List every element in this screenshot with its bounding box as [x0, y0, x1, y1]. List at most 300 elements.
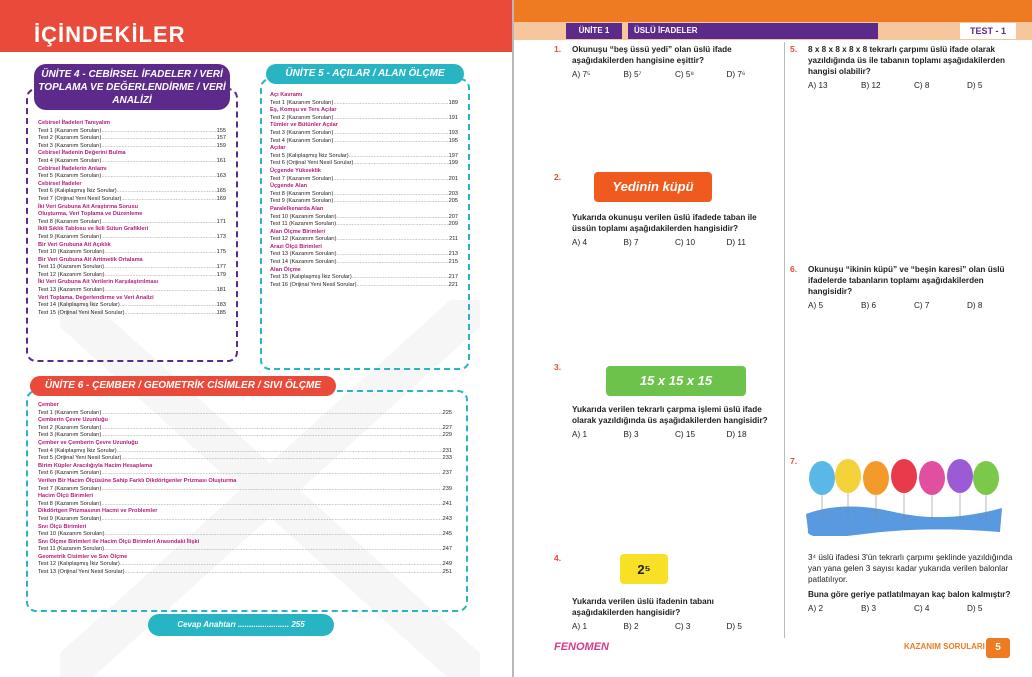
q4-option-d[interactable]: D) 5: [726, 622, 742, 631]
question-6: [808, 264, 1020, 311]
toc-page-number: 217: [448, 274, 458, 281]
toc-page-number: 245: [442, 531, 452, 538]
toc-entry-label: Test 14 (Kalıplaşmış İkiz Sorular): [38, 302, 120, 309]
toc-entry-label: Test 10 (Kazanım Soruları): [38, 531, 105, 538]
section-heading: [38, 242, 226, 250]
toc-entry-label: Test 13 (Kazanım Soruları): [270, 251, 337, 258]
toc-entry[interactable]: [38, 302, 226, 310]
toc-leader-dots: [336, 221, 449, 229]
q1-option-a[interactable]: A) 7⁵: [572, 70, 591, 79]
toc-page-number: 199: [448, 160, 458, 167]
toc-leader-dots: [101, 234, 216, 242]
toc-entry-label: Bir Veri Grubuna Ait Açıklık: [38, 241, 111, 248]
toc-entry-label: Test 11 (Kazanım Soruları): [38, 264, 105, 271]
q2-text: Yukarıda okunuşu verilen üslü ifadede taban ile üssün toplamı aşağıdakilerden hangisidir?: [572, 213, 757, 233]
footer-section-label: KAZANIM SORULARI: [904, 642, 985, 651]
toc-entry-label: Test 2 (Kazanım Soruları): [38, 424, 102, 431]
toc-page-number: 173: [216, 233, 226, 240]
toc-entry[interactable]: [38, 249, 226, 257]
q2-option-b[interactable]: B) 7: [623, 238, 639, 247]
toc-page-number: 215: [448, 259, 458, 266]
toc-page-number: 197: [448, 152, 458, 159]
q5-option-d[interactable]: D) 5: [967, 81, 983, 90]
q7-option-c[interactable]: C) 4: [914, 604, 930, 613]
toc-leader-dots: [121, 455, 442, 463]
toc-leader-dots: [337, 259, 449, 267]
q6-options: [808, 300, 1020, 311]
toc-entry[interactable]: [38, 310, 226, 318]
toc-entry[interactable]: [38, 470, 452, 478]
q4-options: [572, 621, 778, 632]
section-heading: [38, 463, 452, 471]
balloons-image: [804, 456, 1004, 536]
unit-label: ÜNİTE 1: [566, 23, 622, 39]
section-heading: [38, 539, 452, 547]
toc-page-number: 243: [442, 515, 452, 522]
toc-entry-label: Alan Ölçme: [270, 266, 301, 273]
toc-entry[interactable]: [270, 138, 458, 146]
toc-leader-dots: [333, 130, 448, 138]
toc-entry[interactable]: [38, 264, 226, 272]
toc-page-number: 157: [216, 135, 226, 142]
column-divider: [784, 42, 785, 638]
q5-option-c[interactable]: C) 8: [914, 81, 930, 90]
toc-entry-label: Test 16 (Orijinal Yeni Nesil Sorular): [270, 281, 357, 288]
toc-entry[interactable]: [38, 234, 226, 242]
toc-entry-label: Test 3 (Kazanım Soruları): [38, 432, 102, 439]
toc-entry-label: Test 11 (Kazanım Soruları): [38, 546, 105, 553]
section-heading: [38, 279, 226, 287]
toc-leader-dots: [333, 100, 448, 108]
toc-entry-label: Çember: [38, 402, 59, 408]
section-heading: [270, 107, 458, 115]
q3-option-c[interactable]: C) 15: [675, 430, 696, 439]
section-heading: [38, 524, 452, 532]
toc-entry-label: İki Veri Grubuna Ait Verilerin Karşılaştırılması: [38, 279, 159, 286]
toc-leader-dots: [101, 128, 216, 136]
toc-page-number: 213: [448, 251, 458, 258]
toc-leader-dots: [121, 196, 216, 204]
toc-entry[interactable]: [38, 173, 226, 181]
toc-leader-dots: [333, 176, 448, 184]
q4-badge: 2⁵: [620, 554, 668, 584]
toc-entry-label: Arazi Ölçü Birimleri: [270, 243, 322, 250]
toc-leader-dots: [101, 135, 216, 143]
q7-number: 7.: [790, 456, 798, 466]
toc-entry-label: Eş, Komşu ve Ters Açılar: [270, 107, 337, 114]
toc-entry-label: Test 1 (Kazanım Soruları): [38, 409, 102, 416]
toc-leader-dots: [120, 561, 443, 569]
toc-entry-label: Oluşturma, Veri Toplama ve Düzenleme: [38, 211, 143, 218]
section-heading: [38, 257, 226, 265]
question-3: [572, 404, 778, 440]
toc-leader-dots: [337, 251, 449, 259]
q5-options: [808, 80, 1020, 91]
toc-entry-label: Verilen Bir Hacim Ölçüsüne Sahip Farklı Dikdörtgenler Prizması Oluşturma: [38, 477, 237, 484]
toc-entry-label: Tümler ve Bütünler Açılar: [270, 122, 338, 129]
q1-option-c[interactable]: C) 5⁸: [675, 70, 694, 79]
q7-option-b[interactable]: B) 3: [861, 604, 877, 613]
toc-page-number: 163: [216, 173, 226, 180]
q6-number: 6.: [790, 264, 798, 274]
toc-entry-label: Bir Veri Grubuna Ait Aritmetik Ortalama: [38, 256, 143, 263]
toc-entry-label: Çemberin Çevre Uzunluğu: [38, 417, 108, 424]
toc-entry-label: Test 11 (Kazanım Soruları): [270, 221, 337, 228]
q6-option-d[interactable]: D) 8: [967, 301, 983, 310]
toc-leader-dots: [333, 138, 448, 146]
toc-page-number: 247: [442, 546, 452, 553]
answer-key-link[interactable]: [148, 614, 334, 636]
toc-leader-dots: [124, 310, 216, 318]
toc-page-number: 241: [442, 500, 452, 507]
question-4: [572, 596, 778, 632]
toc-entry-label: Test 12 (Kalıplaşmış İkiz Sorular): [38, 561, 120, 568]
toc-entry[interactable]: [38, 561, 452, 569]
toc-page-number: 159: [216, 142, 226, 149]
toc-leader-dots: [101, 158, 216, 166]
q1-option-d[interactable]: D) 7⁶: [726, 70, 746, 79]
answer-key-page: 255: [291, 620, 305, 629]
toc-entry[interactable]: [270, 160, 458, 168]
toc-leader-dots: [333, 191, 448, 199]
toc-leader-dots: [101, 432, 442, 440]
toc-page-number: 183: [216, 302, 226, 309]
toc-entry-label: Veri Toplama, Değerlendirme ve Veri Analizi: [38, 294, 154, 301]
toc-entry-label: Test 10 (Kazanım Soruları): [270, 213, 337, 220]
toc-entry-label: Test 6 (Orijinal Yeni Nesil Sorular): [270, 160, 354, 167]
toc-entry-label: Test 8 (Kazanım Soruları): [38, 218, 102, 225]
toc-page-number: 161: [216, 157, 226, 164]
section-heading: [270, 122, 458, 130]
toc-entry[interactable]: [270, 100, 458, 108]
unit4-heading: ÜNİTE 4 - CEBİRSEL İFADELER / VERİ TOPLAMA VE DEĞERLENDİRME / VERİ ANALİZİ: [34, 64, 230, 110]
toc-page-number: 203: [448, 190, 458, 197]
toc-entry-label: Test 5 (Kazanım Soruları): [38, 173, 102, 180]
question-2: [572, 212, 778, 248]
toc-entry-label: Birim Küpler Aracılığıyla Hacim Hesaplama: [38, 462, 153, 469]
q7-option-a[interactable]: A) 2: [808, 604, 824, 613]
toc-leader-dots: [333, 115, 448, 123]
toc-page-number: 221: [448, 281, 458, 288]
toc-leader-dots: [120, 302, 217, 310]
toc-leader-dots: [353, 160, 448, 168]
q3-option-d[interactable]: D) 18: [726, 430, 747, 439]
toc-entry[interactable]: [38, 196, 226, 204]
toc-entry-label: Sıvı Ölçü Birimleri: [38, 523, 87, 530]
toc-entry[interactable]: [38, 569, 452, 577]
q7-text: 3⁴ üslü ifadesi 3'ün tekrarlı çarpımı şeklinde yazıldığında yan yana gelen 3 sayısı kadar yukarıda verilen balonlar patlatılıyor.: [808, 553, 1013, 584]
toc-page-number: 179: [216, 271, 226, 278]
toc-leader-dots: [117, 188, 217, 196]
toc-entry-label: Test 6 (Kazanım Soruları): [38, 470, 102, 477]
section-heading: [270, 168, 458, 176]
toc-entry-label: Test 3 (Kazanım Soruları): [38, 142, 102, 149]
toc-page-number: 233: [442, 455, 452, 462]
q4-text: Yukarıda verilen üslü ifadenin tabanı aşağıdakilerden hangisidir?: [572, 597, 714, 617]
toc-entry[interactable]: [38, 287, 226, 295]
q4-option-c[interactable]: C) 3: [675, 622, 691, 631]
section-heading: [270, 92, 458, 100]
q5-option-a[interactable]: A) 13: [808, 81, 828, 90]
toc-entry[interactable]: [38, 425, 452, 433]
toc-leader-dots: [101, 173, 216, 181]
toc-entry-label: Test 7 (Kazanım Soruları): [270, 175, 334, 182]
toc-entry-label: Test 7 (Kazanım Soruları): [38, 485, 102, 492]
toc-page-number: 239: [442, 485, 452, 492]
toc-leader-dots: [101, 470, 442, 478]
q5-number: 5.: [790, 44, 798, 54]
toc-entry[interactable]: [38, 448, 452, 456]
toc-entry-label: Test 8 (Kazanım Soruları): [38, 500, 102, 507]
toc-entry[interactable]: [38, 128, 226, 136]
toc-entry-label: Çember ve Çemberin Çevre Uzunluğu: [38, 439, 139, 446]
section-heading: [38, 226, 226, 234]
toc-entry[interactable]: [270, 115, 458, 123]
toc-page-number: 251: [442, 569, 452, 576]
toc-entry-label: Test 12 (Kazanım Soruları): [38, 271, 105, 278]
q7-options: [808, 603, 1020, 614]
toc-entry-label: Üçgende Yükseklik: [270, 167, 321, 174]
unit5-heading: ÜNİTE 5 - AÇILAR / ALAN ÖLÇME: [266, 64, 464, 84]
toc-entry[interactable]: [38, 486, 452, 494]
section-heading: [38, 120, 226, 128]
toc-entry-label: Cebirsel İfadeler: [38, 180, 82, 187]
toc-entry[interactable]: [270, 282, 458, 290]
section-heading: [38, 440, 452, 448]
toc-entry-label: Cebirsel İfadelerin Anlamı: [38, 165, 107, 172]
section-heading: [38, 508, 452, 516]
toc-entry-label: Test 2 (Kazanım Soruları): [38, 135, 102, 142]
toc-entry[interactable]: [270, 274, 458, 282]
unit6-list: [38, 402, 452, 577]
q3-option-b[interactable]: B) 3: [623, 430, 639, 439]
toc-page-number: 229: [442, 432, 452, 439]
toc-page-number: 177: [216, 264, 226, 271]
toc-entry[interactable]: [270, 198, 458, 206]
toc-entry[interactable]: [38, 432, 452, 440]
contents-title-bar: [0, 0, 512, 52]
q2-option-c[interactable]: C) 10: [675, 238, 696, 247]
toc-page-number: 175: [216, 249, 226, 256]
section-heading: [38, 166, 226, 174]
contents-page: [0, 0, 512, 677]
toc-entry[interactable]: [270, 251, 458, 259]
toc-entry[interactable]: [270, 191, 458, 199]
q4-option-b[interactable]: B) 2: [623, 622, 639, 631]
toc-leader-dots: [124, 569, 442, 577]
toc-page-number: 195: [448, 137, 458, 144]
q4-option-a[interactable]: A) 1: [572, 622, 588, 631]
toc-page-number: 191: [448, 114, 458, 121]
publisher-logo: FENOMEN: [554, 641, 609, 653]
section-heading: [270, 206, 458, 214]
toc-entry-label: Test 3 (Kazanım Soruları): [270, 129, 334, 136]
toc-leader-dots: [337, 214, 449, 222]
section-heading: [270, 183, 458, 191]
toc-entry[interactable]: [38, 135, 226, 143]
toc-entry-label: Test 4 (Kazanım Soruları): [270, 137, 334, 144]
toc-leader-dots: [104, 546, 443, 554]
section-heading: [38, 150, 226, 158]
toc-page-number: 207: [448, 213, 458, 220]
toc-entry-label: Test 13 (Orijinal Yeni Nesil Sorular): [38, 569, 125, 576]
q3-option-a[interactable]: A) 1: [572, 430, 588, 439]
toc-leader-dots: [105, 531, 443, 539]
toc-entry-label: Test 10 (Kazanım Soruları): [38, 249, 105, 256]
q2-badge: Yedinin küpü: [594, 172, 712, 202]
toc-entry-label: Test 9 (Kazanım Soruları): [270, 198, 334, 205]
toc-page-number: 155: [216, 127, 226, 134]
toc-entry-label: Test 5 (Orijinal Yeni Nesil Sorular): [38, 455, 122, 462]
question-1: [572, 44, 778, 80]
test-label: TEST - 1: [960, 23, 1016, 39]
toc-entry[interactable]: [270, 214, 458, 222]
toc-entry[interactable]: [38, 531, 452, 539]
toc-leader-dots: [101, 486, 442, 494]
toc-entry-label: Cebirsel İfadenin Değerini Bulma: [38, 150, 126, 157]
toc-entry-label: Sıvı Ölçme Birimleri ile Hacim Ölçü Birimleri Arasındaki İlişki: [38, 538, 200, 545]
toc-leader-dots: [337, 236, 450, 244]
toc-entry-label: Test 9 (Kazanım Soruları): [38, 233, 102, 240]
q1-option-b[interactable]: B) 5⁷: [623, 70, 642, 79]
toc-page-number: 227: [442, 424, 452, 431]
q6-option-a[interactable]: A) 5: [808, 301, 824, 310]
toc-entry-label: Açı Kavramı: [270, 92, 303, 98]
q5-option-b[interactable]: B) 12: [861, 81, 881, 90]
toc-entry[interactable]: [270, 130, 458, 138]
toc-page-number: 205: [448, 198, 458, 205]
page-number: 5: [986, 638, 1010, 658]
toc-leader-dots: [101, 410, 442, 418]
toc-entry[interactable]: [38, 546, 452, 554]
section-heading: [38, 478, 452, 486]
q4-number: 4.: [554, 553, 562, 563]
question-5: [808, 44, 1020, 91]
toc-entry-label: Test 13 (Kazanım Soruları): [38, 287, 105, 294]
unit6-heading: ÜNİTE 6 - ÇEMBER / GEOMETRİK CİSİMLER / SIVI ÖLÇME: [30, 376, 336, 396]
toc-page-number: 209: [448, 221, 458, 228]
section-heading: [38, 493, 452, 501]
toc-entry-label: Açılar: [270, 145, 286, 152]
toc-entry-label: Test 14 (Kazanım Soruları): [270, 259, 337, 266]
toc-leader-dots: [349, 153, 449, 161]
toc-entry[interactable]: [38, 501, 452, 509]
toc-leader-dots: [105, 249, 217, 257]
toc-page-number: 171: [216, 218, 226, 225]
toc-entry-label: Test 7 (Orijinal Yeni Nesil Sorular): [38, 195, 122, 202]
q6-text: Okunuşu “ikinin küpü” ve “beşin karesi” olan üslü ifadelerde tabanların toplamı aşağıdakilerden hangisidir?: [808, 265, 1005, 296]
toc-entry-label: İkili Sıklık Tablosu ve İkili Sütun Grafikleri: [38, 226, 149, 233]
toc-entry-label: Üçgende Alan: [270, 183, 308, 190]
toc-page-number: 185: [216, 309, 226, 316]
q1-number: 1.: [554, 44, 562, 54]
toc-leader-dots: [352, 274, 449, 282]
toc-entry-label: Test 15 (Orijinal Yeni Nesil Sorular): [38, 309, 125, 316]
toc-page-number: 181: [216, 287, 226, 294]
toc-entry-label: Test 4 (Kalıplaşmış İkiz Sorular): [38, 447, 117, 454]
toc-entry-label: Test 12 (Kazanım Soruları): [270, 236, 337, 243]
q3-badge: 15 x 15 x 15: [606, 366, 746, 396]
toc-entry-label: Test 9 (Kazanım Soruları): [38, 515, 102, 522]
q3-text: Yukarıda verilen tekrarlı çarpma işlemi üslü ifade olarak yazıldığında üs aşağıdakilerden hangisidir?: [572, 405, 768, 425]
q3-number: 3.: [554, 362, 562, 372]
toc-entry-label: Cebirsel İfadeleri Tanıyalım: [38, 120, 111, 126]
toc-entry-label: Paralelkenarda Alan: [270, 205, 324, 212]
toc-entry[interactable]: [270, 259, 458, 267]
toc-leader-dots: [105, 287, 217, 295]
toc-entry-label: Test 1 (Kazanım Soruları): [38, 127, 102, 134]
toc-page-number: 193: [448, 129, 458, 136]
toc-page-number: 249: [442, 561, 452, 568]
q7-option-d[interactable]: D) 5: [967, 604, 983, 613]
q2-option-d[interactable]: D) 11: [726, 238, 746, 247]
toc-entry-label: Test 4 (Kazanım Soruları): [38, 157, 102, 164]
q6-option-b[interactable]: B) 6: [861, 301, 877, 310]
toc-entry[interactable]: [38, 516, 452, 524]
q3-options: [572, 429, 778, 440]
toc-entry-label: Test 2 (Kazanım Soruları): [270, 114, 334, 121]
toc-entry[interactable]: [270, 236, 458, 244]
section-heading: [38, 417, 452, 425]
q6-option-c[interactable]: C) 7: [914, 301, 930, 310]
question-7: [808, 552, 1020, 614]
answer-key-dots: .......................: [237, 620, 290, 629]
toc-leader-dots: [101, 516, 442, 524]
toc-entry-label: İki Veri Grubuna Ait Araştırma Sorusu: [38, 203, 138, 210]
toc-page-number: 189: [448, 99, 458, 106]
section-heading: [38, 204, 226, 212]
toc-leader-dots: [101, 425, 442, 433]
q1-options: [572, 69, 778, 80]
q7-text-question: Buna göre geriye patlatılmayan kaç balon kalmıştır?: [808, 590, 1011, 599]
section-heading: [270, 145, 458, 153]
unit5-list: [270, 92, 458, 289]
section-heading: [270, 244, 458, 252]
section-heading: [270, 229, 458, 237]
toc-entry-label: Test 8 (Kazanım Soruları): [270, 190, 334, 197]
toc-entry[interactable]: [38, 410, 452, 418]
toc-entry[interactable]: [270, 176, 458, 184]
toc-entry-label: Test 6 (Kalıplaşmış İkiz Sorular): [38, 188, 117, 195]
q2-options: [572, 237, 778, 248]
toc-entry[interactable]: [270, 153, 458, 161]
top-band: [514, 0, 1032, 22]
toc-entry-label: Dikdörtgen Prizmasının Hacmi ve Problemler: [38, 508, 158, 515]
toc-leader-dots: [356, 282, 448, 290]
q2-option-a[interactable]: A) 4: [572, 238, 588, 247]
toc-leader-dots: [117, 448, 443, 456]
toc-leader-dots: [333, 198, 448, 206]
toc-entry[interactable]: [38, 158, 226, 166]
toc-entry-label: Alan Ölçme Birimleri: [270, 228, 326, 235]
contents-title: İÇİNDEKİLER: [34, 22, 186, 47]
toc-entry-label: Test 1 (Kazanım Soruları): [270, 99, 334, 106]
unit4-list: [38, 120, 226, 317]
toc-entry[interactable]: [38, 455, 452, 463]
q5-text: 8 x 8 x 8 x 8 x 8 tekrarlı çarpımı üslü ifade olarak yazıldığında üs ile tabanın toplamı aşağıdakilerden hangisi olabilir?: [808, 45, 1006, 76]
toc-page-number: 237: [442, 470, 452, 477]
section-heading: [38, 402, 452, 410]
toc-entry[interactable]: [38, 188, 226, 196]
toc-leader-dots: [104, 264, 217, 272]
toc-leader-dots: [101, 501, 442, 509]
test-page: [514, 0, 1032, 677]
unit-name: ÜSLÜ İFADELER: [628, 23, 878, 39]
toc-page-number: 225: [442, 409, 452, 416]
toc-entry-label: Test 5 (Kalıplaşmış İkiz Sorular): [270, 152, 349, 159]
toc-entry[interactable]: [270, 221, 458, 229]
toc-entry-label: Geometrik Cisimler ve Sıvı Ölçme: [38, 553, 128, 560]
